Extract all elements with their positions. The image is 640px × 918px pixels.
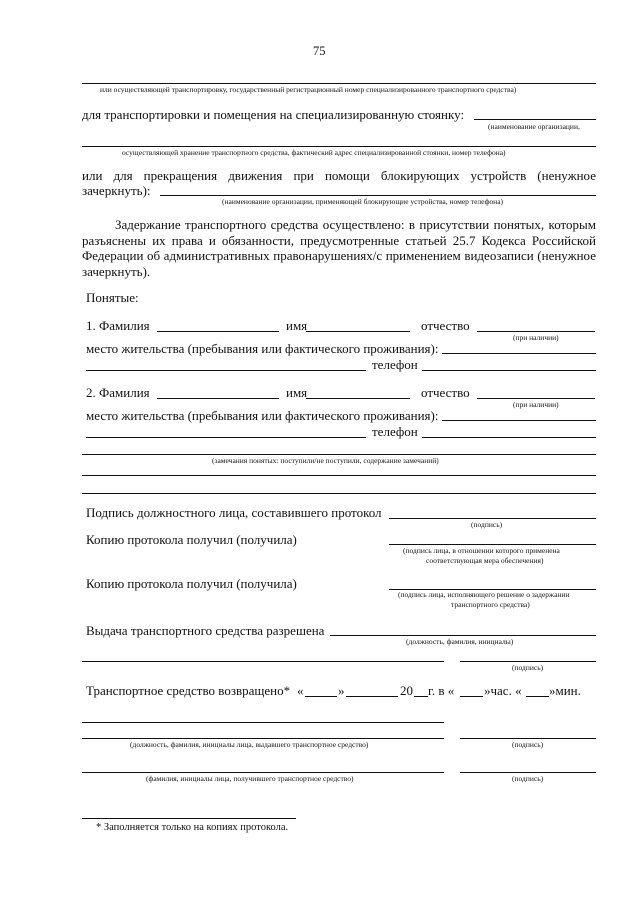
release-field[interactable] <box>330 635 596 636</box>
copy-caption-1-a: (подпись лица, в отношении которого применена <box>403 546 560 555</box>
witness-2-phone-label: телефон <box>372 424 418 439</box>
org-fill-line[interactable] <box>474 119 596 120</box>
page-number: 75 <box>313 44 326 58</box>
detention-paragraph: Задержание транспортного средства осуществлено: в присутствии понятых, которым разъяснены их права и обязанности, предусмотренные статьей 25.7 Кодекса Российской Федерации об административных правонарушениях/с применением видеозаписи (ненужное зачеркнуть). <box>82 217 596 279</box>
copy-received-2-label: Копию протокола получил (получила) <box>86 576 297 591</box>
returned-day-open-quote: « <box>297 683 304 698</box>
returned-day-close-quote: » <box>338 683 345 698</box>
receiver-signature-caption: (подпись) <box>512 774 544 783</box>
issuer-field-1[interactable] <box>82 722 444 723</box>
officer-signature-field[interactable] <box>389 518 596 519</box>
witness-1-patronymic-field[interactable] <box>477 331 595 332</box>
block-line-1: или для прекращения движения при помощи блокирующих устройств (ненужное <box>82 168 596 183</box>
transport-line: для транспортировки и помещения на специализированную стоянку: <box>82 107 465 122</box>
release-signature-caption: (подпись) <box>512 663 544 672</box>
witness-2-surname-label: 2. Фамилия <box>86 385 150 400</box>
returned-label: Транспортное средство возвращено* <box>86 683 291 698</box>
officer-signature-caption: (подпись) <box>471 520 503 529</box>
storage-caption: осуществляющей хранение транспортного средства, фактический адрес специализированной стоянки, номер телефона) <box>122 148 506 157</box>
witness-2-if-any: (при наличии) <box>513 400 559 409</box>
witness-2-residence-label: место жительства (пребывания или фактического проживания): <box>86 408 439 423</box>
receiver-field[interactable] <box>82 772 444 773</box>
issuer-signature-caption: (подпись) <box>512 740 544 749</box>
copy-received-1-field[interactable] <box>389 544 596 545</box>
release-position-caption: (должность, фамилия, инициалы) <box>406 637 514 646</box>
witness-2-patronymic-field[interactable] <box>477 398 595 399</box>
receiver-caption: (фамилия, инициалы лица, получившего транспортное средство) <box>146 774 354 783</box>
witness-1-name-label: имя <box>286 318 308 333</box>
officer-signature-label: Подпись должностного лица, составившего протокол <box>86 505 382 520</box>
witness-1-residence-label: место жительства (пребывания или фактического проживания): <box>86 341 439 356</box>
issuer-caption: (должность, фамилия, инициалы лица, выдавшего транспортное средство) <box>130 740 369 749</box>
returned-year-field[interactable] <box>414 696 428 697</box>
storage-fill-line[interactable] <box>82 146 596 147</box>
block-caption: (наименование организации, применяющей блокирующие устройства, номер телефона) <box>222 197 504 206</box>
witness-1-if-any: (при наличии) <box>513 333 559 342</box>
returned-day-field[interactable] <box>305 696 337 697</box>
returned-minutes-label: »мин. <box>549 683 581 698</box>
witness-2-name-label: имя <box>286 385 308 400</box>
witness-1-phone-label: телефон <box>372 357 418 372</box>
copy-received-1-label: Копию протокола получил (получила) <box>86 532 297 547</box>
block-line-2: зачеркнуть): <box>82 183 151 198</box>
top-caption: или осуществляющей транспортировку, государственный регистрационный номер специализированного транспортного средства) <box>100 85 517 94</box>
witness-1-phone-field[interactable] <box>422 370 596 371</box>
witness-2-phone-field[interactable] <box>422 437 596 438</box>
footnote-separator <box>82 818 296 819</box>
witness-1-name-field[interactable] <box>306 331 410 332</box>
witness-1-residence-field-2[interactable] <box>86 370 366 371</box>
witnesses-label: Понятые: <box>86 290 139 305</box>
issuer-field-2[interactable] <box>82 738 444 739</box>
returned-minutes-field[interactable] <box>526 696 549 697</box>
returned-hours-field[interactable] <box>460 696 483 697</box>
returned-month-field[interactable] <box>346 696 398 697</box>
returned-year-prefix: 20 <box>400 683 413 698</box>
copy-caption-2-a: (подпись лица, исполняющего решение о задержании <box>398 590 570 599</box>
witness-2-surname-field[interactable] <box>157 398 279 399</box>
org-caption: (наименование организации, <box>488 122 580 131</box>
remarks-fill-line[interactable] <box>82 454 596 455</box>
footnote: * Заполняется только на копиях протокола. <box>96 822 289 833</box>
issuer-signature-field[interactable] <box>460 738 596 739</box>
release-signature-field[interactable] <box>460 661 596 662</box>
receiver-signature-field[interactable] <box>460 772 596 773</box>
witness-2-name-field[interactable] <box>306 398 410 399</box>
copy-caption-2-b: транспортного средства) <box>451 600 530 609</box>
witness-1-surname-label: 1. Фамилия <box>86 318 150 333</box>
witness-1-residence-field[interactable] <box>442 353 596 354</box>
release-field-2[interactable] <box>82 661 444 662</box>
top-fill-line <box>82 83 596 84</box>
witness-2-patronymic-label: отчество <box>421 385 470 400</box>
remarks-fill-line-3[interactable] <box>82 493 596 494</box>
release-label: Выдача транспортного средства разрешена <box>86 623 325 638</box>
block-fill-line[interactable] <box>160 195 596 196</box>
returned-year-suffix: г. в « <box>428 683 455 698</box>
witness-1-patronymic-label: отчество <box>421 318 470 333</box>
copy-caption-1-b: соответствующая мера обеспечения) <box>426 556 544 565</box>
returned-hours-label: »час. « <box>484 683 522 698</box>
remarks-caption: (замечания понятых: поступили/не поступили, содержание замечаний) <box>212 456 439 465</box>
witness-2-residence-field-2[interactable] <box>86 437 366 438</box>
witness-2-residence-field[interactable] <box>442 420 596 421</box>
witness-1-surname-field[interactable] <box>157 331 279 332</box>
remarks-fill-line-2[interactable] <box>82 475 596 476</box>
